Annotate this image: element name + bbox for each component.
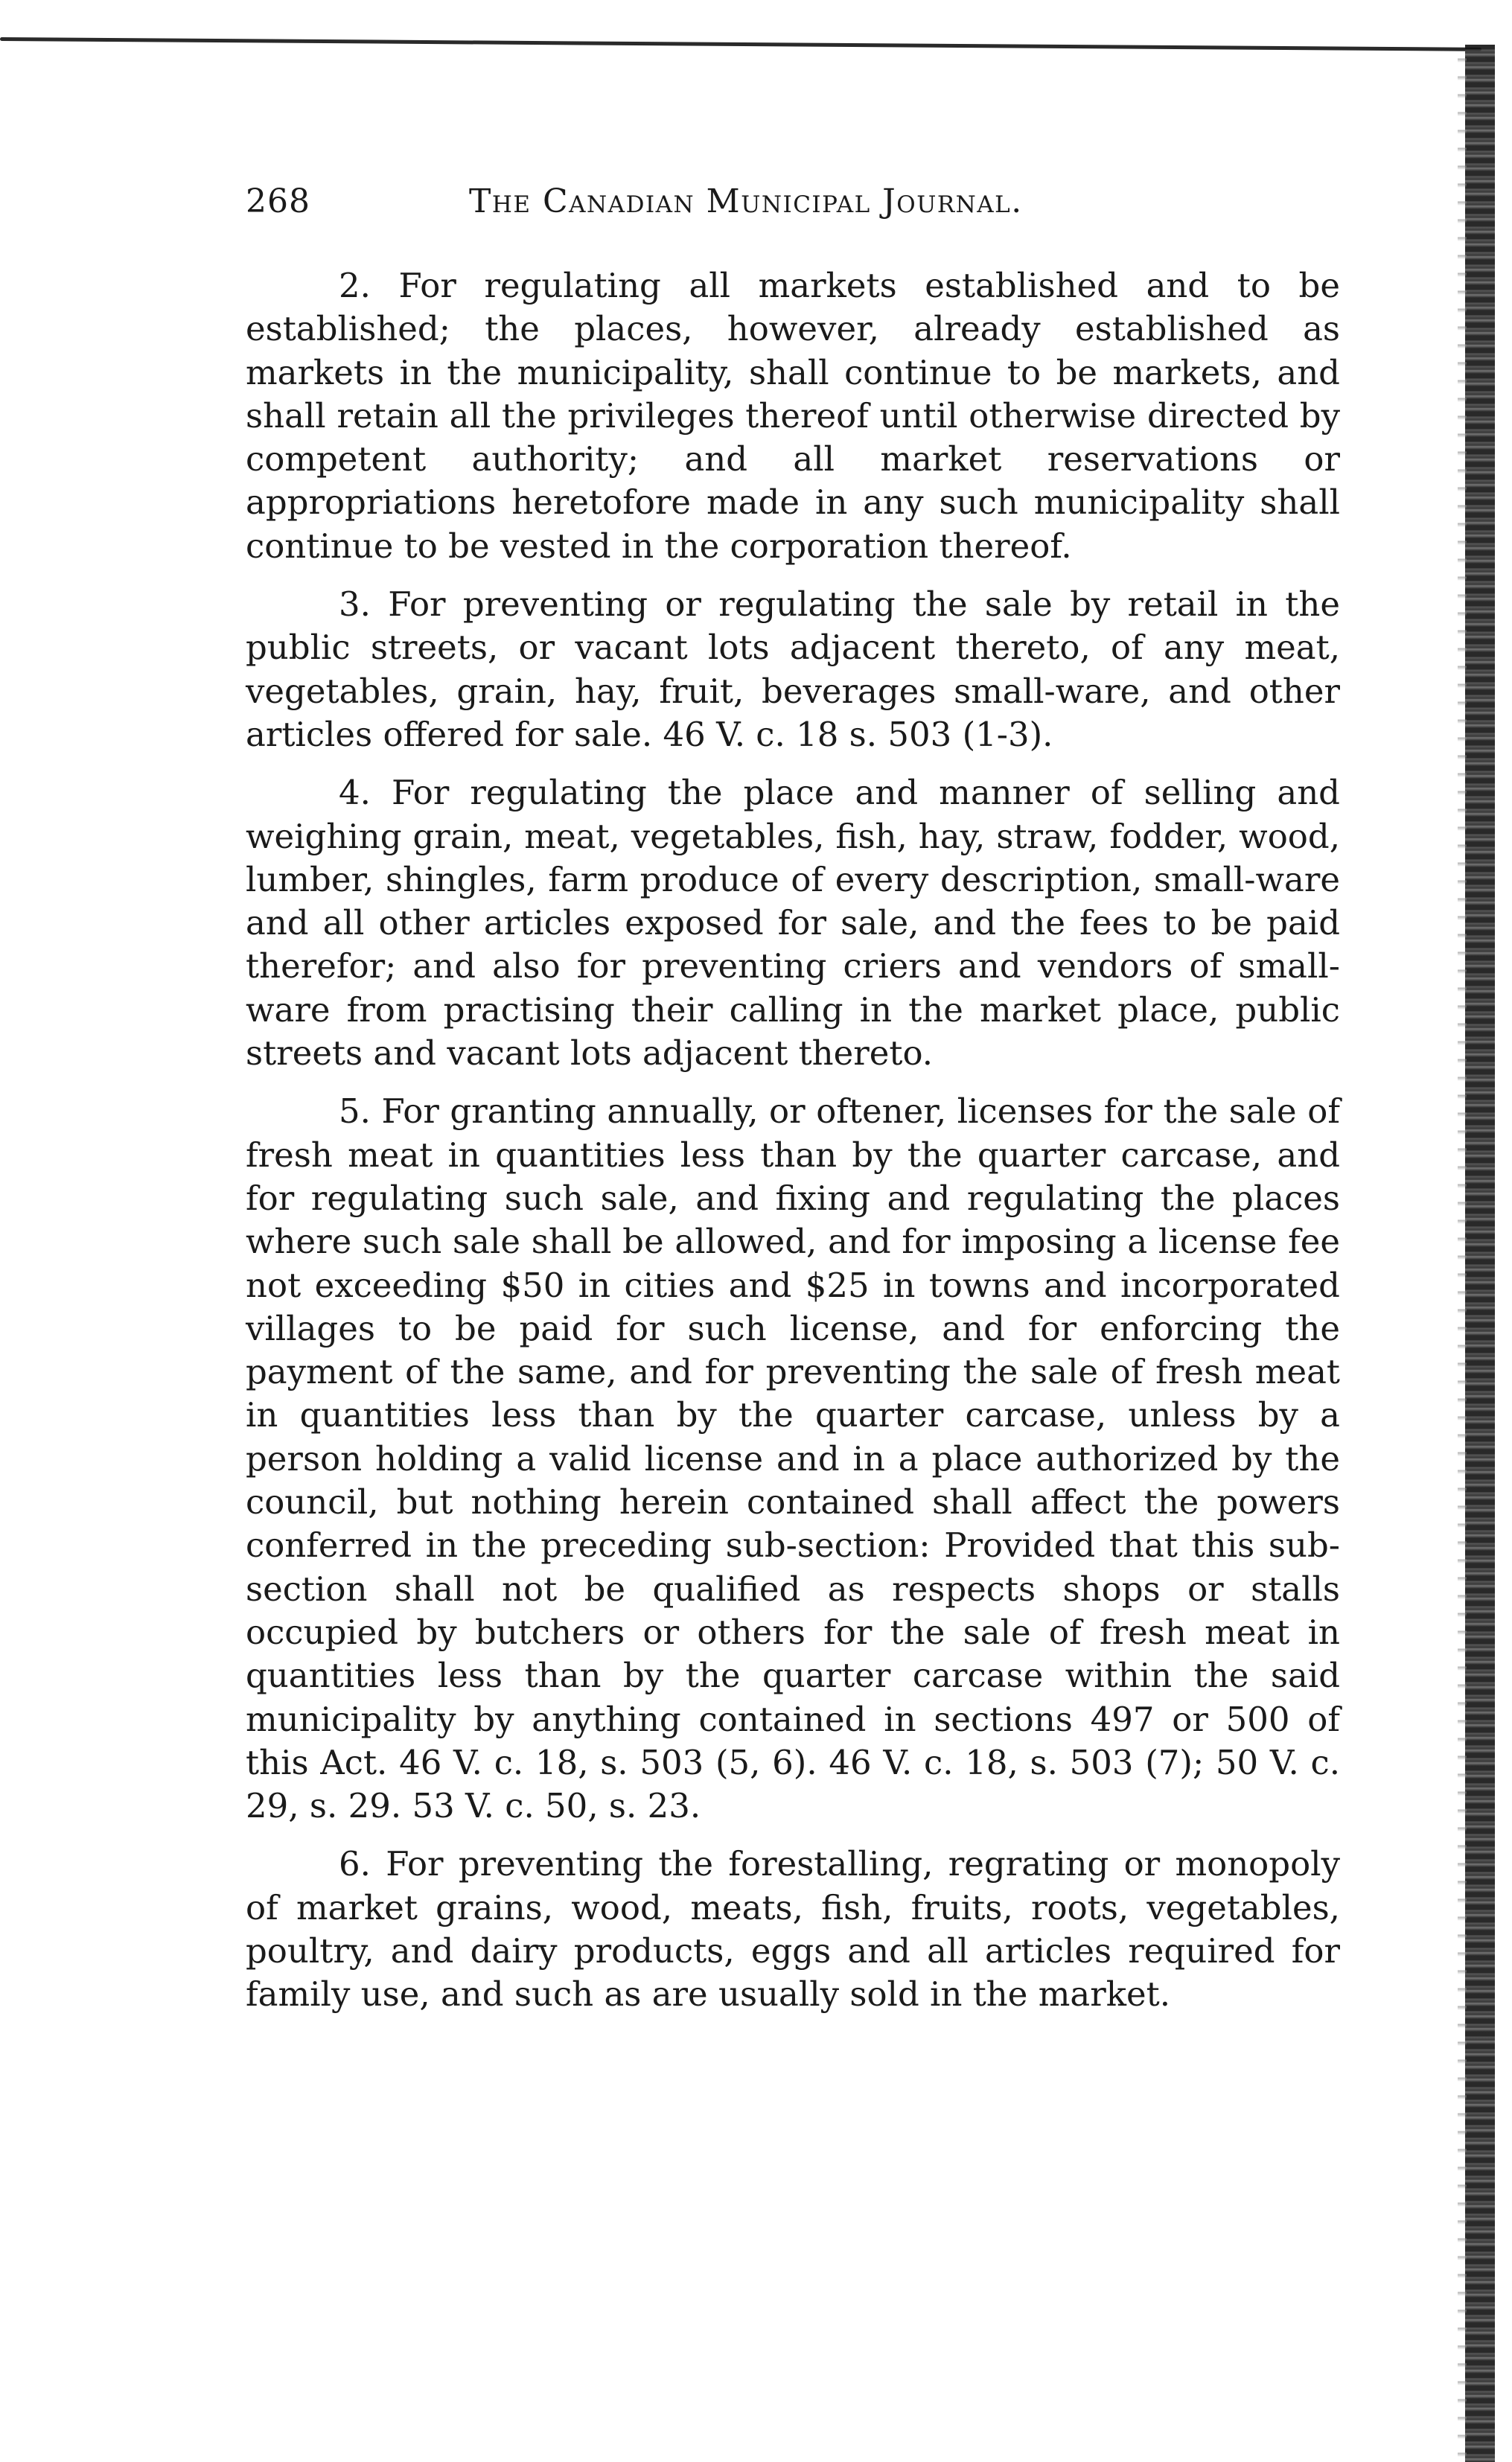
subsection-2: 2. For regulating all markets established and to be established; the places, however, already established as markets in the municipality, shall continue to be markets, and shall retain all the privileges thereof until otherwise directed by competent authority; and all market reservations or appropriations heretofore made in any such municipality shall continue to be vested in the corporation thereof. — [246, 266, 1340, 566]
scan-top-rule — [0, 37, 1481, 51]
body-text — [246, 264, 1340, 2032]
subsection-4: 4. For regulating the place and manner of selling and weighing grain, meat, vegetables, fish, hay, straw, fodder, wood, lumber, shingles, farm produce of every description, small-ware and all other articles exposed for sale, and the fees to be paid therefor; and also for preventing criers and vendors of small-ware from practising their calling in the market place, public streets and vacant lots adjacent thereto. — [246, 773, 1340, 1074]
subsection-6: 6. For preventing the forestalling, regrating or monopoly of market grains, wood, meats, fish, fruits, roots, vegetables, poultry, and dairy products, eggs and all articles required for family use, and such as are usually sold in the market. — [246, 1844, 1340, 2015]
running-title: The Canadian Municipal Journal. — [469, 182, 1023, 220]
scan-binding-edge — [1465, 45, 1495, 2462]
page-number: 268 — [246, 182, 310, 220]
subsection-5: 5. For granting annually, or oftener, licenses for the sale of fresh meat in quantities less than by the quarter carcase, and for regulating such sale, and fixing and regulating the places where such sale shall be allowed, and for imposing a license fee not exceeding $50 in cities and $25 in towns and incorporated villages to be paid for such license, and for enforcing the payment of the same, and for preventing the sale of fresh meat in quantities less than by the quarter carcase, unless by a person holding a valid license and in a place authorized by the council, but nothing herein contained shall affect the powers conferred in the preceding sub-section: Provided that this sub-section shall not be qualified as respects shops or stalls occupied by butchers or others for the sale of fresh meat in quantities less than by the quarter carcase within the said municipality by anything contained in sections 497 or 500 of this Act. 46 V. c. 18, s. 503 (5, 6). 46 V. c. 18, s. 503 (7); 50 V. c. 29, s. 29. 53 V. c. 50, s. 23. — [246, 1091, 1340, 1826]
page-header — [246, 182, 1347, 235]
scan-binding-shadow — [1458, 45, 1467, 2462]
subsection-3: 3. For preventing or regulating the sale by retail in the public streets, or vacant lots adjacent thereto, of any meat, vegetables, grain, hay, fruit, beverages small-ware, and other articles offered for sale. 46 V. c. 18 s. 503 (1-3). — [246, 584, 1340, 754]
